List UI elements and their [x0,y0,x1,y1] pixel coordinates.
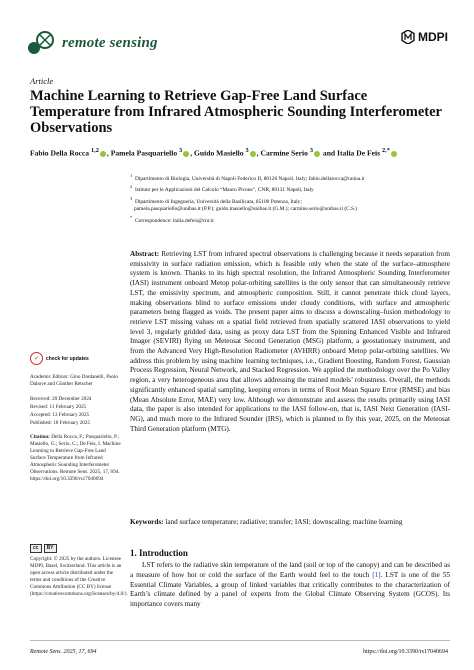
author-list: Fabio Della Rocca $^{1,2}$ , Pamela Pasquariello $^3$ , Guido Masiello $^3$ , Carmine Serio $^3$ and Italia De Feis $^{2,*}$ [30,147,460,158]
journal-name: remote sensing [62,34,158,51]
journal-logo [26,30,158,56]
orcid-icon[interactable] [314,151,320,157]
author-sup: 3 [245,147,249,154]
author-sup: 1,2 [90,147,99,154]
affiliation: $^2$ Istituto per le Applicazioni del Calcolo “Mauro Picone”, CNR, 80131 Napoli, Italy [130,184,314,194]
date-received: Received: 20 December 2024 [30,396,92,402]
author-sup: 3 [179,147,183,154]
date-revised: Revised: 11 February 2025 [30,404,87,410]
footer-citation: Remote Sens. 2025, 17, 694 [30,649,97,655]
footer-rule [30,640,450,641]
remote-sensing-logo-icon [26,30,56,56]
cc-license-badge[interactable]: cc BY [30,544,122,553]
publisher-name: MDPI [418,30,448,44]
orcid-icon[interactable] [391,151,397,157]
keywords-label: Keywords: [130,518,164,526]
correspondence: * Correspondence: italia.defeis@cnr.it [130,214,214,224]
author-name[interactable]: Carmine Serio [260,148,308,158]
copyright-block: cc BY Copyright: © 2025 by the authors. Licensee MDPI, Basel, Switzerland. This article is an open access article distributed under the terms and conditions of the Creative Commons Attribution (CC BY) license (https://creativecommons.org/licenses/by/4.0/). [30,545,128,597]
keywords-text: land surface temperature; radiative; transfer; IASI; downscaling; machine learning [165,518,403,526]
mdpi-hexagon-icon [401,30,415,44]
author-sup: 3 [309,147,313,154]
date-published: Published: 18 February 2025 [30,420,91,426]
check-updates-icon: ✓ [30,352,43,365]
footer-doi[interactable]: https://doi.org/10.3390/rs17040694 [363,649,448,655]
section-heading: 1. Introduction [130,548,188,558]
abstract-label: Abstract: [130,250,160,258]
author-name[interactable]: Fabio Della Rocca [30,148,90,158]
date-accepted: Accepted: 13 February 2025 [30,412,90,418]
intro-paragraph: LST refers to the radiative skin temperature of the land (soil or top of the canopy) and can be described as a measure of how hot or cold the surface of the Earth would feel to the touch [1]. LST is one of the 55 Essential Climate Variables, a group of linked variables that critically contributes to the characterization of Earth’s climate defined by a panel of experts from the Global Climate Observing System (GCOS). Its importance covers many [130,561,450,609]
orcid-icon[interactable] [183,151,189,157]
author-name[interactable]: Italia De Feis [337,148,381,158]
affiliations [130,172,450,225]
keywords [130,518,450,528]
author-name[interactable]: Pamela Pasquariello [110,148,178,158]
affiliation: pamela.pasquariello@unibas.it (P.P.); guido.masiello@unibas.it (G.M.); carmine.serio@unibas.it (C.S.) [134,206,358,213]
publisher-logo [401,30,448,44]
abstract-text: Retrieving LST from infrared spectral observations is challenging because it needs separation from emissivity in surface radiation emission, which is feasible only when the state of the surface–atmosphere system is known. Thanks to its high spectral resolution, the Infrared Atmospheric Sounding Interferometer (IASI) instrument onboard Metop polar-orbiting satellites is the only sensor that can simultaneously retrieve LST, the emissivity spectrum, and atmospheric composition. Still, it cannot penetrate thick cloud layers, making observations blind to surface emissions under cloudy conditions, with surface and atmospheric parameters being flagged as voids. The present paper aims to discuss a downscaling–fusion methodology to retrieve LST missing values on a spatial field retrieved from spatially scattered IASI observations to yield level 3, regularly gridded data, using as proxy data LST from the Spinning Enhanced Visible and Infrared Imager (SEVIRI) flying on Meteosat Second Generation (MSG) platform, a geostationary instrument, and from the Advanced Very High-Resolution Radiometer (AVHRR) onboard Metop polar-orbiting satellites. We address this problem by using machine learning techniques, i.e., Gradient Boosting, Random Forest, Gaussian Process Regression, Neural Network, and Stacked Regression. We applied the methodology over the Po Valley region, a very heterogeneous area that allows addressing the trained models’ robustness. Overall, the methods significantly enhanced spatial sampling, keeping errors in terms of Root Mean Square Error (RMSE) and bias (Mean Absolute Error, MAE) very low. Although we demonstrate and assess the results primarily using IASI data, the paper is also intended for applications to the IASI follow-on, that is, IASI Next Generation (IASI-NG), and much more to the Infrared Sounder (IRS), which is planned to fly this year, 2025, on the Meteosat Third Generation platform (MTG). [130,250,450,433]
author-name[interactable]: Guido Masiello [194,148,244,158]
academic-editors: Academic Editors: Gino Dardanelli, Paolo Dabove and Günther Retscher [30,374,119,387]
affiliation: $^1$ Dipartimento di Biologia, Università di Napoli Federico II, 80126 Napoli, Italy; fabio.dellarocca@unina.it [130,173,365,182]
article-type: Article [30,76,54,86]
abstract [130,250,450,434]
citation-block: Citation: Della Rocca, F.; Pasquariello, P.; Masiello, G.; Serio, C.; De Feis, I. Machine Learning to Retrieve Gap-Free Land Surface Temperature from Infrared Atmospheric Sounding Interferometer Observations. Remote Sens. 2025, 17, 694. https://doi.org/10.3390/rs17040694 [30,434,121,482]
paper-title: Machine Learning to Retrieve Gap-Free Land Surface Temperature from Infrared Atmospheric Sounding Interferometer Observations [30,88,442,136]
author-sup: 2,* [381,147,390,154]
affiliation: $^3$ Dipartimento di Ingegneria, Università della Basilicata, 85100 Potenza, Italy; [130,195,302,205]
orcid-icon[interactable] [100,151,106,157]
check-for-updates-button[interactable]: ✓ check for updates [30,352,89,365]
citation-link[interactable]: [1] [372,570,381,579]
orcid-icon[interactable] [250,151,256,157]
